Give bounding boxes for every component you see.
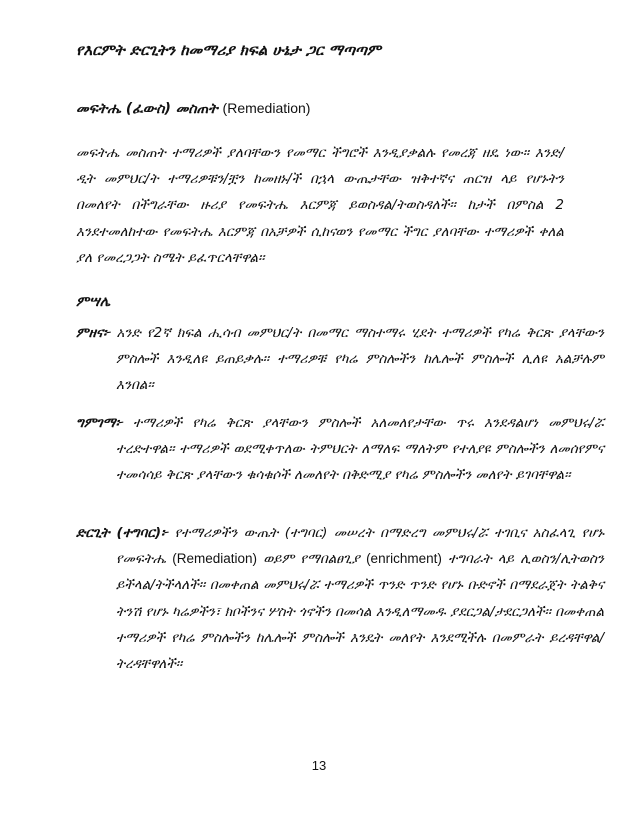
example-term-evaluation: ግምገማ፦ [76,415,123,431]
example-text-remediation-term: (Remediation) [172,551,257,567]
example-action [76,520,604,677]
example-term-action: ድርጊት (ተግባር)፦ [76,525,169,541]
example-text-evaluation: ተማሪዎች የካሬ ቅርጽ ያላቸውን ምስሎች አለመለየታቸው ጥሩ እንደዳልሆነ መምህሩ/ሯ ተረድተዋል፡፡ ተማሪዎች ወደሚቀጥለው ትምህርት ለማለፍ ማለትም የተለያዩ ምስሎችን ለመሰየምና ተመሳሳይ ቅርጽ ያላቸውን ቁሳቁሶች ለመለየት በቅድሚያ የካሬ ምስሎችን መለየት ይገባቸዋል፡፡ [116,415,604,484]
example-assessment [76,320,604,399]
subsection-heading [76,98,566,119]
example-text-action-b: ወይም የማበልፀጊያ [263,551,360,568]
section-heading: የእርምት ድርጊትን ከመማሪያ ክፍል ሁኔታ ጋር ማጣጣም [76,41,381,59]
example-text-enrichment-term: (enrichment) [366,551,442,567]
example-evaluation [76,410,604,489]
example-text-assessment: አንድ የ2ኛ ክፍል ሒሳብ መምህር/ት በመማር ማስተማሩ ሂደት ተማሪዎች የካሬ ቅርጽ ያላቸውን ምስሎች እንዲለዩ ይጠይቃሉ፡፡ ተማሪዎቹ የካሬ ምስሎችን ከሌሎች ምስሎች ሊለዩ አልቻሉም እንበል፡፡ [116,325,604,394]
examples-label: ምሣሌ [76,294,111,310]
subheading-english: (Remediation) [222,100,311,116]
page-number: 13 [311,758,327,773]
example-term-assessment: ምዘና፦ [76,325,111,341]
example-text-action-c: ተግባራት ላይ ሊወስን/ሊትወስን ይችላል/ትችላለች፡፡ በመቀጠል መምህሩ/ሯ ተማሪዎች ጥንድ ጥንድ የሆኑ ቡድኖች በማደራጀት ትልቅና ትንሽ የሆኑ ካሬዎችን፣ ክቦችንና ሦስት ጎኖችን በመሳል እንዲለማመዱ ያደርጋል/ታደርጋለች፡፡ በመቀጠል ተማሪዎች የካሬ ምስሎችን ከሌሎች ምስሎች እንዴት መለየት እንደሚችሉ በመምራት ይረዳቸዋል/ትረዳቸዋለች፡፡ [116,551,604,673]
subheading-amharic: መፍትሔ (ፈውስ) መስጠት [76,101,218,117]
example-text-action-a: የተማሪዎችን ውጤት (ተግባር) መሠረት በማድረግ መምህሩ/ሯ ተገቢና አስፈላጊ የሆኑ የመፍትሔ [116,525,604,568]
paragraph-remediation: መፍትሔ መስጠት ተማሪዎች ያለባቸውን የመማር ችግሮች እንዲያቃልሉ የመረጃ ዘዴ ነው፡፡ እንድ/ዲት መምህር/ት ተማሪዎቹን/ቿን ከመዘኑ/ች በኋላ ውጤታቸው ዝቅተኛና ጠርዝ ላይ የሆኑትን በመለየት በችግራቸው ዙሪያ የመፍትሔ እርምጃ ይወስዳል/ትወስዳለች፡፡ ከታች በምስል 2 እንደተመለከተው የመፍትሔ እርምጃ በአቻዎች ሲከናወን የመማር ችግር ያለባቸው ተማሪዎች ቀለል ያለ የመረጋጋት ስሜት ይፈጥርላቸዋል፡፡ [76,145,564,266]
